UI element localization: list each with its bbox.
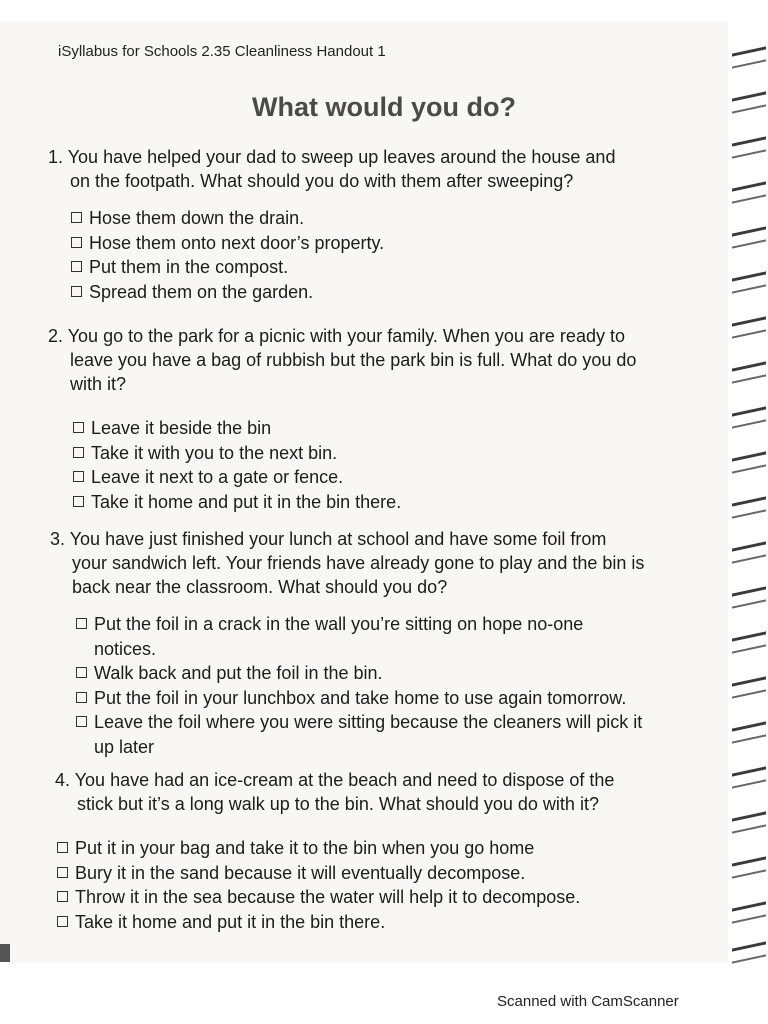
binding-coil [732,856,766,878]
question-1 [48,145,615,193]
binding-coil [732,181,766,203]
spiral-binding [728,40,768,970]
checkbox-icon[interactable] [57,842,68,853]
question-3-line-2: your sandwich left. Your friends have already gone to play and the bin is [72,553,645,573]
scanner-watermark: Scanned with CamScanner [497,993,679,1010]
checkbox-icon[interactable] [73,496,84,507]
option-checkbox[interactable]: Hose them down the drain. [71,206,384,231]
question-2-line-3: with it? [70,374,127,394]
question-3-options [76,612,642,759]
option-checkbox[interactable]: Take it home and put it in the bin there. [73,490,401,515]
page-corner-mark [0,944,10,962]
question-2 [48,324,636,396]
question-1-line-2: on the footpath. What should you do with them after sweeping? [70,171,574,191]
checkbox-icon[interactable] [76,692,87,703]
binding-coil [732,631,766,653]
binding-coil [732,721,766,743]
question-4-line-2: stick but it’s a long walk up to the bin. What should you do with it? [77,794,599,814]
binding-coil [732,811,766,833]
checkbox-icon[interactable] [71,237,82,248]
checkbox-icon[interactable] [73,447,84,458]
binding-coil [732,766,766,788]
checkbox-icon[interactable] [57,916,68,927]
option-checkbox[interactable]: Throw it in the sea because the water will help it to decompose. [57,885,580,910]
option-checkbox[interactable]: Spread them on the garden. [71,280,384,305]
binding-coil [732,496,766,518]
option-continuation: notices. [94,638,157,659]
question-2-line-2: leave you have a bag of rubbish but the park bin is full. What do you do [70,350,637,370]
option-checkbox[interactable]: Put them in the compost. [71,255,384,280]
checkbox-icon[interactable] [57,891,68,902]
question-2-line-1: 2. You go to the park for a picnic with your family. When you are ready to [48,326,625,346]
checkbox-icon[interactable] [71,212,82,223]
option-continuation: up later [94,736,155,757]
option-checkbox[interactable]: Bury it in the sand because it will eventually decompose. [57,861,580,886]
question-2-options [73,416,401,514]
option-checkbox[interactable]: Put it in your bag and take it to the bin when you go home [57,836,580,861]
binding-coil [732,91,766,113]
binding-coil [732,541,766,563]
binding-coil [732,316,766,338]
option-checkbox[interactable]: Put the foil in a crack in the wall you’re sitting on hope no-one [76,612,642,637]
binding-coil [732,361,766,383]
binding-coil [732,451,766,473]
question-3-line-1: 3. You have just finished your lunch at school and have some foil from [50,529,607,549]
option-checkbox[interactable]: Leave it next to a gate or fence. [73,465,401,490]
binding-coil [732,226,766,248]
binding-coil [732,271,766,293]
option-checkbox[interactable]: Hose them onto next door’s property. [71,231,384,256]
checkbox-icon[interactable] [73,422,84,433]
option-checkbox[interactable]: Walk back and put the foil in the bin. [76,661,642,686]
binding-coil [732,586,766,608]
question-1-options [71,206,384,304]
binding-coil [732,136,766,158]
handout-header: iSyllabus for Schools 2.35 Cleanliness Handout 1 [58,43,386,60]
question-4-line-1: 4. You have had an ice-cream at the beach and need to dispose of the [55,770,615,790]
binding-coil [732,676,766,698]
question-3-line-3: back near the classroom. What should you do? [72,577,448,597]
question-4-options [57,836,580,934]
question-3 [50,527,644,599]
option-checkbox[interactable]: Leave the foil where you were sitting because the cleaners will pick it [76,710,642,735]
question-4 [55,768,614,816]
checkbox-icon[interactable] [71,286,82,297]
binding-coil [732,406,766,428]
binding-coil [732,901,766,923]
option-checkbox[interactable]: Leave it beside the bin [73,416,401,441]
question-1-line-1: 1. You have helped your dad to sweep up leaves around the house and [48,147,616,167]
checkbox-icon[interactable] [73,471,84,482]
binding-coil [732,941,766,963]
option-checkbox[interactable]: Put the foil in your lunchbox and take home to use again tomorrow. [76,686,642,711]
checkbox-icon[interactable] [71,261,82,272]
checkbox-icon[interactable] [76,667,87,678]
checkbox-icon[interactable] [76,618,87,629]
checkbox-icon[interactable] [76,716,87,727]
option-checkbox[interactable]: Take it home and put it in the bin there. [57,910,580,935]
option-checkbox[interactable]: Take it with you to the next bin. [73,441,401,466]
page-title: What would you do? [252,92,516,122]
binding-coil [732,46,766,68]
checkbox-icon[interactable] [57,867,68,878]
